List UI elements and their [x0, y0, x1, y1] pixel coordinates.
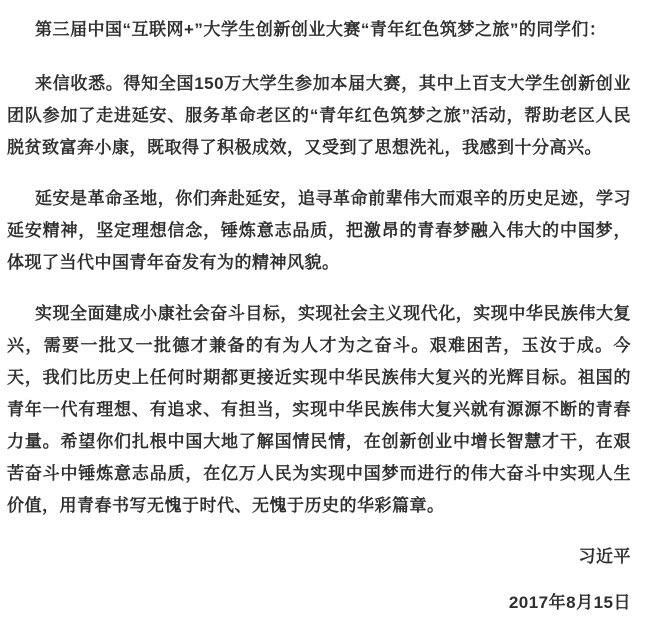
salutation: 第三届中国“互联网+”大学生创新创业大赛“青年红色筑梦之旅”的同学们： — [35, 20, 607, 39]
signature: 习近平 — [578, 547, 631, 566]
date-line: 2017年8月15日 — [508, 593, 631, 612]
paragraph-1: 来信收悉。得知全国150万大学生参加本届大赛，其中上百支大学生创新创业团队参加了走进延安、服务革命老区的“青年红色筑梦之旅”活动，帮助老区人民脱贫致富奔小康，既取得了积极成效，又受到了思想洗礼，我感到十分高兴。 — [7, 74, 631, 157]
paragraph-2: 延安是革命圣地，你们奔赴延安，追寻革命前辈伟大而艰辛的历史足迹，学习延安精神，坚定理想信念，锤炼意志品质，把激昂的青春梦融入伟大的中国梦，体现了当代中国青年奋发有为的精神风貌。 — [7, 189, 631, 272]
paragraph-3: 实现全面建成小康社会奋斗目标，实现社会主义现代化，实现中华民族伟大复兴，需要一批又一批德才兼备的有为人才为之奋斗。艰难困苦，玉汝于成。今天，我们比历史上任何时期都更接近实现中华民族伟大复兴的光辉目标。祖国的青年一代有理想、有追求、有担当，实现中华民族伟大复兴就有源源不断的青春力量。希望你们扎根中国大地了解国情民情，在创新创业中增长智慧才干，在艰苦奋斗中锤炼意志品质，在亿万人民为实现中国梦而进行的伟大奋斗中实现人生价值，用青春书写无愧于时代、无愧于历史的华彩篇章。 — [7, 304, 631, 515]
